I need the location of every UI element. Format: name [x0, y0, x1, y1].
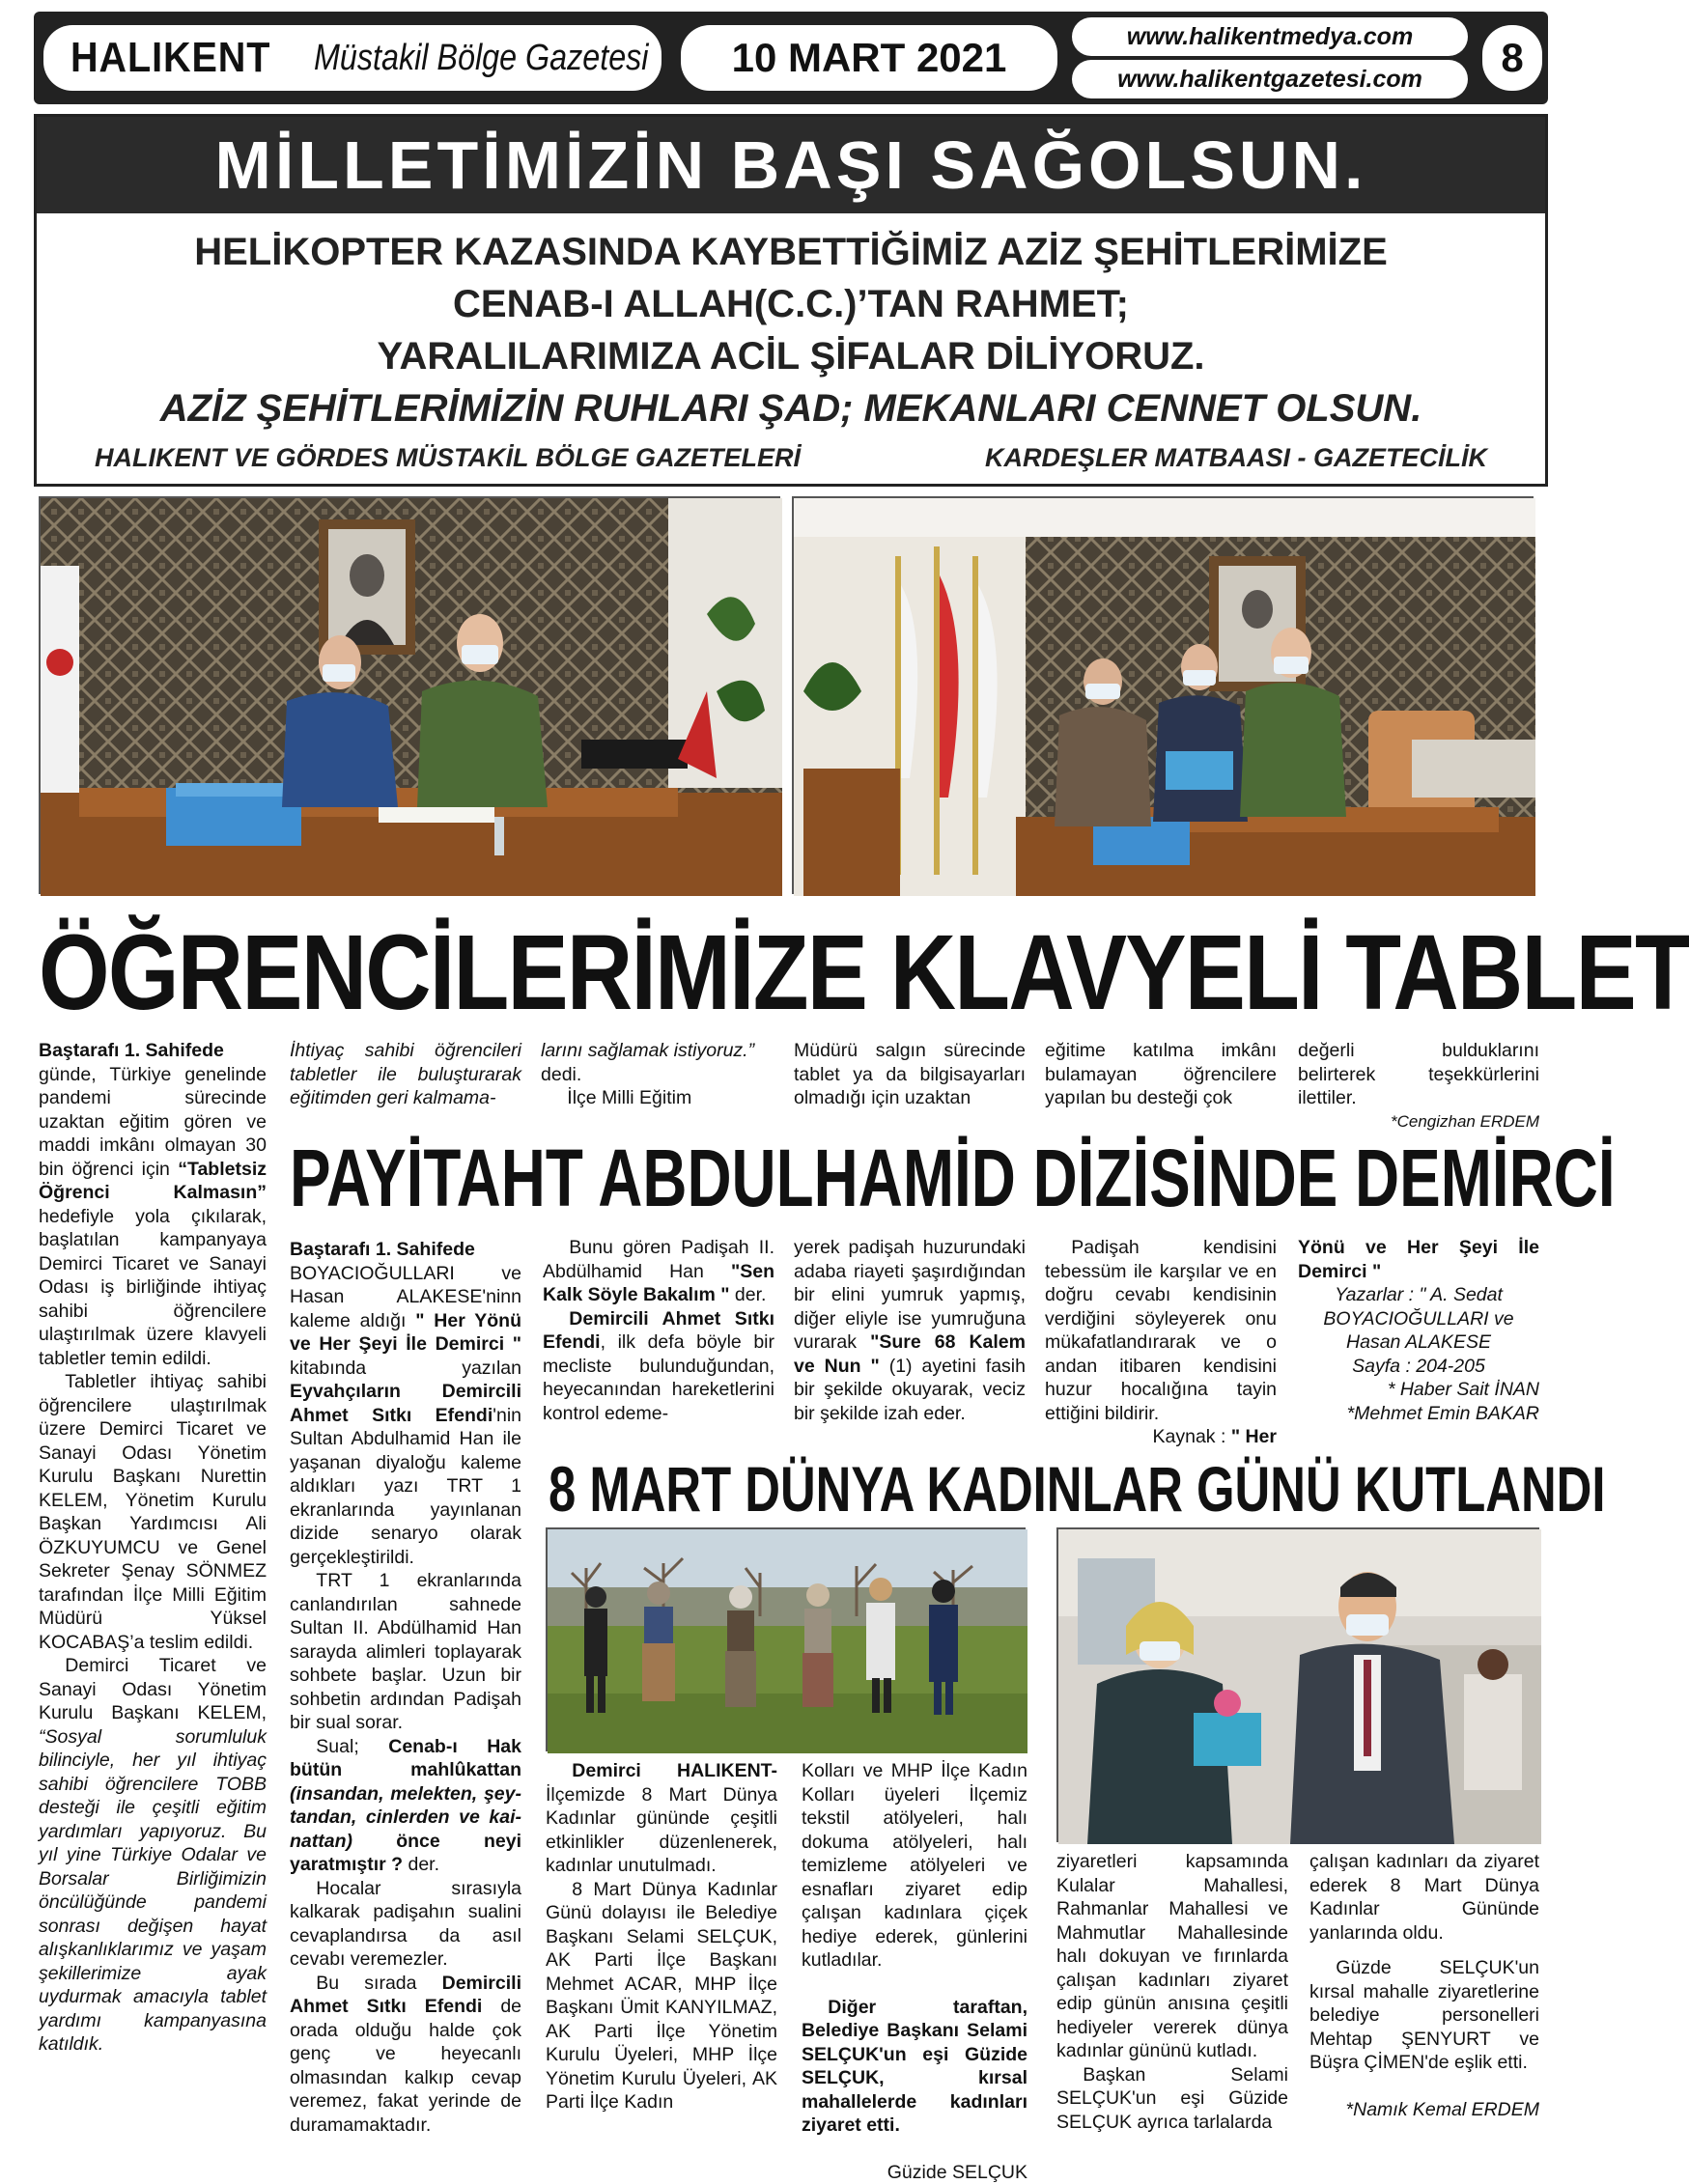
- article3-text-1: İlçemizde 8 Mart Dünya Kadınlar gününde çeşitli etkinlikler düzenlenerek, kadınlar unutulmadı.: [546, 1784, 777, 1877]
- article2-col1: [290, 1238, 521, 2137]
- article3-headline: 8 MART DÜNYA KADINLAR GÜNÜ KUTLANDI: [549, 1450, 1605, 1527]
- article3-caption: Güzide SELÇUK: [802, 2161, 1027, 2184]
- condolence-line-3: YARALILARIMIZA ACİL ŞİFALAR DİLİYORUZ.: [37, 335, 1545, 378]
- article1-col3-quote: larını sağlamak istiyoruz.”: [541, 1039, 773, 1063]
- article1-col3-said: dedi.: [541, 1063, 773, 1087]
- article2-col2: [543, 1236, 774, 1425]
- article2-col3: [794, 1236, 1026, 1425]
- article1-col3: [541, 1039, 773, 1110]
- article2-text-3a: Sual;: [316, 1736, 388, 1757]
- article3-text-4: Diğer taraftan, Belediye Başkanı Selami SELÇUK'un eşi Güzide SELÇUK, kırsal mahallelerde kadınları ziyaret etti.: [802, 1996, 1027, 2138]
- condolence-line-2: CENAB-I ALLAH(C.C.)’TAN RAHMET;: [37, 283, 1545, 326]
- article1-col5: eğitime katılma imkânı bulamayan öğrencilere yapılan bu desteği çok: [1045, 1039, 1277, 1110]
- condolence-signature: [37, 443, 1545, 473]
- page-number: 8: [1482, 25, 1542, 91]
- article1-col4: Müdürü salgın sürecinde tablet ya da bilgisayarları olmadığı için uzaktan: [794, 1039, 1026, 1110]
- article1-col1: [39, 1039, 267, 2057]
- article2-k4b: Kaynak :: [1153, 1426, 1231, 1447]
- article2-text-3e: der.: [403, 1854, 439, 1875]
- photo-signing: [39, 496, 780, 894]
- article3-text-3: Kolları ve MHP İlçe Kadın Kolları üyeleri İlçemiz tekstil atölyeleri, halı dokuma atölyeleri, halı temizleme atölyeleri ve esnafları ziyaret edip çalışan kadınlara çiçek hediye ederek, günlerini kutladılar.: [802, 1759, 1027, 1973]
- condolence-line-4: AZİZ ŞEHİTLERİMİZİN RUHLARI ŞAD; MEKANLARI CENNET OLSUN.: [37, 387, 1545, 431]
- condolence-banner: MİLLETİMİZİN BAŞI SAĞOLSUN.: [37, 117, 1545, 213]
- article3-text-6: Başkan Selami SELÇUK'un eşi Güzide SELÇUK ayrıca tarlalarda: [1056, 2063, 1288, 2135]
- brand-name: HALIKENT: [70, 34, 270, 82]
- article1-col2: İhtiyaç sahibi öğrencileri tabletler ile buluşturarak eğitimden geri kalmama-: [290, 1039, 521, 1110]
- article2-text-3c: (insandan, melekten, şey-tandan, cinlerden ve kai-nattan): [290, 1783, 521, 1852]
- article3-col2: [802, 1759, 1027, 2184]
- article2-headline: PAYİTAHT ABDULHAMİD DİZİSİNDE DEMİRCİ: [290, 1132, 1616, 1224]
- article2-k1b: "Sen Kalk Söyle Bakalım ": [543, 1261, 774, 1306]
- article2-authors: Yazarlar : " A. Sedat BOYACIOĞULLARI ve Hasan ALAKESE: [1298, 1283, 1539, 1355]
- article2-k2b: , ilk defa böyle bir mecliste bulunduğundan, heyecanından hareketlerini kontrol edeme-: [543, 1331, 774, 1424]
- article2-k1c: der.: [730, 1284, 767, 1305]
- condolence-line-1: HELİKOPTER KAZASINDA KAYBETTİĞİMİZ AZİZ ŞEHİTLERİMİZE: [37, 231, 1545, 274]
- article1-text-3a: Demirci Ticaret ve Sanayi Odası Yönetim Kurulu Başkanı KELEM,: [39, 1655, 267, 1723]
- issue-date: 10 MART 2021: [681, 25, 1057, 91]
- article3-text-8: Güzde SELÇUK'un kırsal mahalle ziyaretlerine belediye personelleri Mehtap ŞENYURT ve Büşra ÇİMEN'de eşlik etti.: [1309, 1956, 1539, 2075]
- article2-col5: [1298, 1236, 1539, 1425]
- article1-text-1b: hedefiyle yola çıkılarak, başlatılan kampanyaya Demirci Ticaret ve Sanayi Odası iş birliğinde ihtiyaç sahibi öğrencilere ulaştırılmak üzere klavyeli tabletler temin edildi.: [39, 1206, 267, 1369]
- article2-text-1a: BOYACIOĞULLARI ve Hasan ALAKESE'ninn kaleme aldığı: [290, 1263, 521, 1331]
- masthead: [34, 12, 1548, 104]
- article1-col6: [1298, 1039, 1539, 1134]
- brand-tagline: Müstakil Bölge Gazetesi: [314, 38, 648, 79]
- article2-col4: [1045, 1236, 1277, 1449]
- article3-col1: [546, 1759, 777, 2114]
- article2-text-5a: Bu sırada: [316, 1973, 441, 1994]
- article2-page-ref: Sayfa : 204-205: [1298, 1355, 1539, 1379]
- article2-book-title: " Her Yönü ve Her Şeyi İle Demirci ": [290, 1310, 521, 1356]
- article2-k5a: Yönü ve Her Şeyi İle Demirci ": [1298, 1236, 1539, 1283]
- article1-quote: “Sosyal sorumluluk bilinciyle, her yıl ihtiyaç sahibi öğrencilere TOBB desteği ile çeşitli eğitim yardımları yapıyoruz. Bu yıl yine Türkiye Odalar ve Borsalar Birliğimizin öncülüğünde pandemi sonrası değişen hayat alışkanlıklarımız ve yaşam şekillerimize ayak uydurmak amacıyla tablet yardımı kampanyasına katıldık.: [39, 1726, 267, 2056]
- article2-person: Eyvahçıların Demircili Ahmet Sıtkı Efendi: [290, 1381, 521, 1426]
- article2-k1a: Bunu gören Padişah II. Abdülhamid Han: [543, 1237, 774, 1282]
- article3-text-5: ziyaretleri kapsamında Kulalar Mahallesi, Rahmanlar Mahallesi ve Mahmutlar Mahallesinde halı dokuyan ve fırınlarda çalışan kadınları ziyaret edip günün anısına çeşitli hediyeler vererek dünya kadınlar gününü kutladı.: [1056, 1850, 1288, 2063]
- article2-k4a: Padişah kendisini tebessüm ile karşılar ve en doğru cevabı kendisinin verdiğini söyleyerek onu mükafatlandırarak ve o andan itibaren kendisini huzur hocalığına tayin ettiğini bildirir.: [1045, 1236, 1277, 1425]
- signature-right: KARDEŞLER MATBAASI - GAZETECİLİK: [985, 443, 1487, 473]
- signature-left: HALIKENT VE GÖRDES MÜSTAKİL BÖLGE GAZETELERİ: [95, 443, 801, 473]
- article2-text-1e: 'nin Sultan Abdulhamid Han ile yaşanan diyaloğu kaleme aldıkları yazı TRT 1 ekranlarında yayınlanan dizide senaryo olarak gerçekleştirildi.: [290, 1405, 521, 1568]
- article3-byline: *Namık Kemal ERDEM: [1309, 2098, 1539, 2122]
- article1-quote-title: “Tabletsiz Öğrenci Kalmasın”: [39, 1159, 267, 1204]
- photo-flower-gift: [1056, 1527, 1539, 1842]
- brand-pill: [43, 25, 662, 91]
- article1-col6-text: değerli bulduklarını belirterek teşekkürlerini ilettiler.: [1298, 1039, 1539, 1110]
- article1-lead: Baştarafı 1. Sahifede: [39, 1039, 267, 1063]
- article1-headline: ÖĞRENCİLERİMİZE KLAVYELİ TABLET: [39, 915, 1342, 1031]
- article2-byline-1: * Haber Sait İNAN: [1298, 1378, 1539, 1402]
- article2-text-5c: de orada olduğu halde çok genç ve heyecanlı olmasından kalkıp cevap veremez, fakat yerinde de duramamaktadır.: [290, 1996, 521, 2136]
- article2-text-5b: Demircili Ahmet Sıtkı Efendi: [290, 1973, 521, 2018]
- article2-k3b: "Sure 68 Kalem ve Nun ": [794, 1331, 1026, 1377]
- website-link-2[interactable]: www.halikentgazetesi.com: [1072, 60, 1468, 98]
- photo-handover: [792, 496, 1534, 894]
- article2-k3c: (1) ayetini fasih bir şekilde okuyarak, veciz bir şekilde izah eder.: [794, 1356, 1026, 1424]
- article1-byline: *Cengizhan ERDEM: [1298, 1110, 1539, 1134]
- article2-k3a: yerek padişah huzurundaki adaba riayeti şaşırdığından bir elini yumruk yapmış, diğer eliyle ise yumruğuna vurarak: [794, 1237, 1026, 1353]
- article2-text-2: TRT 1 ekranlarında canlandırılan sahnede Sultan II. Abdülhamid Han sarayda alimleri toplayarak sohbete başlar. Uzun bir sohbetin ardından Padişah bir sual sorar.: [290, 1569, 521, 1735]
- article3-text-7: çalışan kadınları da ziyaret ederek 8 Mart Dünya Kadınlar Gününde yanlarında oldu.: [1309, 1850, 1539, 1945]
- condolence-box: [34, 114, 1548, 487]
- article3-col3: [1056, 1850, 1288, 2134]
- article3-dateline: Demirci HALIKENT-: [572, 1760, 777, 1781]
- photo-field-women: [546, 1527, 1026, 1751]
- article2-text-3d: önce neyi yaratmıştır ?: [290, 1831, 521, 1876]
- website-link-1[interactable]: www.halikentmedya.com: [1072, 17, 1468, 56]
- article2-byline-2: *Mehmet Emin BAKAR: [1298, 1402, 1539, 1426]
- article2-lead: Baştarafı 1. Sahifede: [290, 1238, 521, 1262]
- article2-text-3b: Cenab-ı Hak bütün mahlûkattan: [290, 1736, 521, 1781]
- article2-text-4: Hocalar sırasıyla kalkarak padişahın sualini cevaplandırsa da asıl cevabı veremezler.: [290, 1877, 521, 1972]
- article1-text-2: Tabletler ihtiyaç sahibi öğrencilere ulaştırılmak üzere Demirci Ticaret ve Sanayi Odası Yönetim Kurulu Başkanı Nurettin KELEM, Yönetim Kurulu Başkan Yardımcısı Ali ÖZKUYUMCU ve Genel Sekreter Şenay SÖNMEZ tarafından İlçe Milli Eğitim Müdürü Yüksel KOCABAŞ’a teslim edildi.: [39, 1370, 267, 1654]
- article1-col3-mem: İlçe Milli Eğitim: [541, 1086, 773, 1110]
- article3-text-2: 8 Mart Dünya Kadınlar Günü dolayısı ile Belediye Başkanı Selami SELÇUK, AK Parti İlçe Başkanı Mehmet ACAR, MHP İlçe Başkanı Ümit KANYILMAZ, AK Parti İlçe Yönetim Kurulu Üyeleri, MHP İlçe Yönetim Kurulu Üyeleri, AK Parti İlçe Kadın: [546, 1878, 777, 2114]
- article2-k2a: Demircili Ahmet Sıtkı Efendi: [543, 1308, 774, 1354]
- article1-text-1a: günde, Türkiye genelinde pandemi sürecinde uzaktan eğitim gören ve maddi imkânı olmayan 30 bin öğrenci için: [39, 1064, 267, 1180]
- article2-text-1c: kitabında yazılan: [290, 1358, 521, 1379]
- article2-k4c: " Her: [1231, 1426, 1277, 1447]
- article3-col4: [1309, 1850, 1539, 2121]
